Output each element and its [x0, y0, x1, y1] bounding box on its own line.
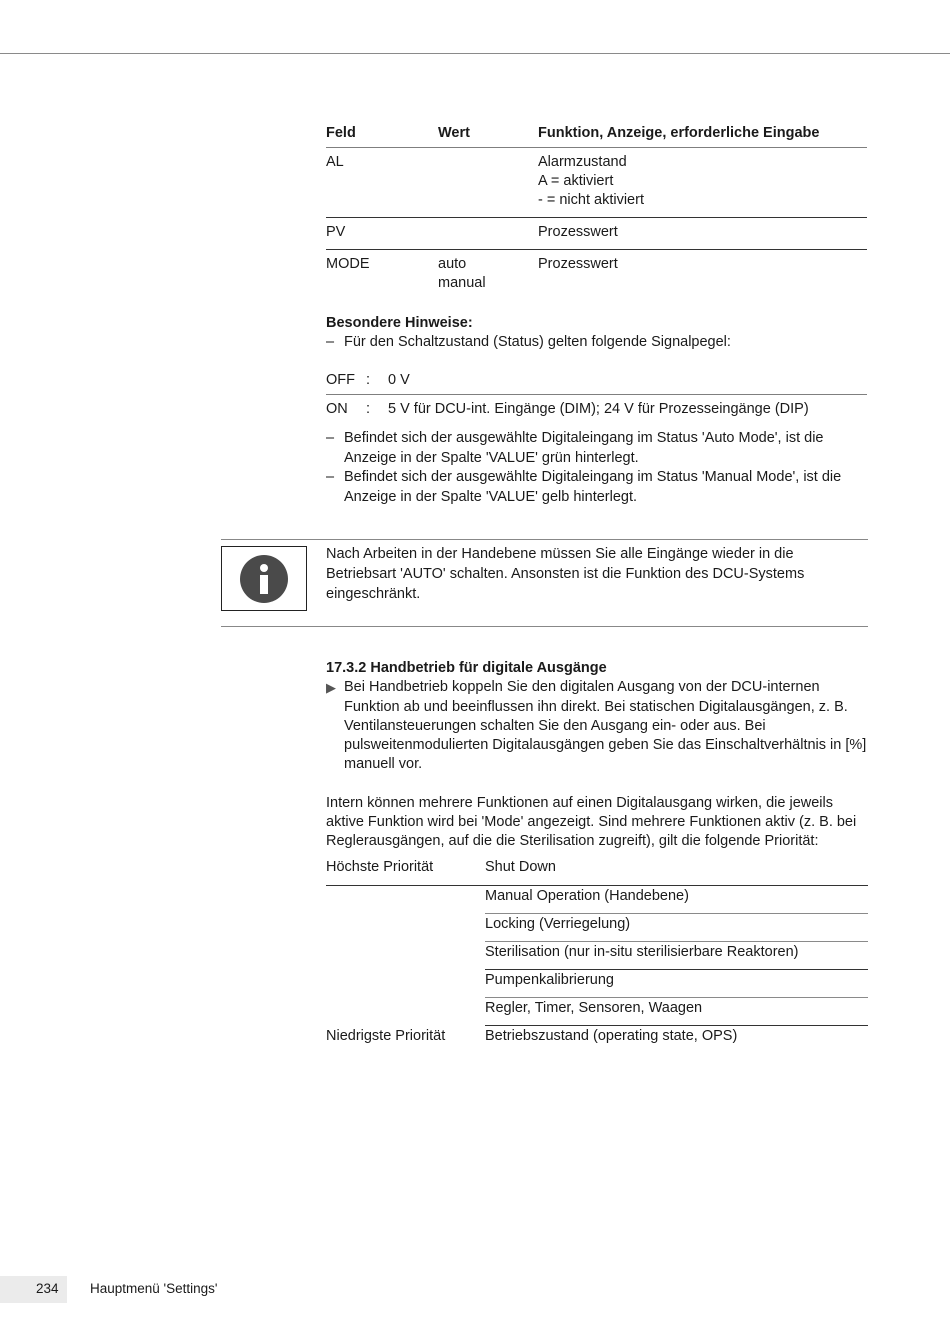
signal-sep: :: [366, 401, 371, 417]
dash-marker: –: [326, 469, 335, 485]
priority-label: [326, 942, 485, 970]
special-notes: [326, 314, 867, 352]
priority-value: Regler, Timer, Sensoren, Waagen: [485, 998, 868, 1026]
wert-line: manual: [438, 275, 486, 291]
list-item: [326, 429, 867, 468]
priority-value: Pumpenkalibrierung: [485, 970, 868, 998]
section-paragraph: Intern können mehrere Funktionen auf einen Digitalausgang wirken, die jeweils aktive Funktion wird bei 'Mode' angezeigt. Sind mehrere Funktionen aktiv (z. B. bei Reglerausgängen, auf die die Sterilisation zugreift), gilt die folgende Priorität:: [326, 794, 857, 850]
header-funktion: Funktion, Anzeige, erforderliche Eingabe: [538, 125, 820, 141]
priority-value: Manual Operation (Handebene): [485, 886, 868, 914]
footer-title: Hauptmenü 'Settings': [90, 1281, 218, 1296]
notes-bullets: [326, 429, 867, 507]
dash-marker: –: [326, 334, 335, 350]
priority-table: [326, 857, 868, 1054]
info-rule-top: [221, 539, 868, 540]
priority-value: Shut Down: [485, 859, 556, 875]
step-text: Bei Handbetrieb koppeln Sie den digitalen Ausgang von der DCU-internen Funktion ab und beeinflussen ihn direkt. Bei statischen Digitalausgängen, z. B. Ventilansteuerungen schalten Sie den Ausgang ein- oder aus. Bei pulsweitenmodulierten Digitalausgängen geben Sie das Einschaltverhältnis in [%] manuell vor.: [344, 679, 867, 773]
wert-cell: [438, 223, 538, 242]
header-rule: [0, 53, 950, 54]
list-item: [326, 678, 867, 774]
priority-label: Höchste Priorität: [326, 859, 434, 875]
priority-value: Locking (Verriegelung): [485, 914, 868, 942]
signal-value: 0 V: [388, 372, 410, 388]
table-row: [326, 886, 868, 914]
wert-line: auto: [438, 256, 467, 272]
funktion-line: A = aktiviert: [538, 173, 614, 189]
section-heading: 17.3.2 Handbetrieb für digitale Ausgänge: [326, 660, 607, 676]
funktion-cell: [538, 255, 867, 293]
dash-marker: –: [326, 430, 335, 446]
feld-cell: PV: [326, 224, 346, 240]
table-row: [326, 148, 867, 218]
table-row: [326, 395, 867, 419]
signal-state: ON: [326, 401, 348, 417]
priority-label: Niedrigste Priorität: [326, 1028, 446, 1044]
wert-cell: [438, 153, 538, 210]
info-text: Nach Arbeiten in der Handebene müssen Sie alle Eingänge wieder in die Betriebsart 'AUTO' schalten. Ansonsten ist die Funktion des DCU-Systems eingeschränkt.: [326, 546, 805, 602]
priority-value: Betriebszustand (operating state, OPS): [485, 1028, 738, 1044]
table-row: [326, 942, 868, 970]
signal-value: 5 V für DCU-int. Eingänge (DIM); 24 V für Prozesseingänge (DIP): [388, 401, 809, 417]
arrow-icon: ▶: [326, 680, 336, 696]
list-item: [326, 468, 867, 507]
table-row: [326, 218, 867, 250]
header-wert: Wert: [438, 125, 470, 141]
priority-label: [326, 914, 485, 942]
list-item: [326, 333, 867, 352]
table-row: [326, 250, 867, 300]
table-row: [326, 914, 868, 942]
funktion-cell: [538, 223, 867, 242]
page-number: 234: [36, 1281, 59, 1296]
priority-label: [326, 886, 485, 914]
signal-sep: :: [366, 372, 371, 388]
info-icon-box: [221, 546, 307, 611]
info-rule-bottom: [221, 626, 868, 627]
signal-table: [326, 371, 867, 419]
table-row: [326, 970, 868, 998]
wert-cell: [438, 255, 538, 293]
funktion-cell: [538, 153, 867, 210]
section-17-3-2: [326, 659, 867, 852]
bullet-text: Befindet sich der ausgewählte Digitaleingang im Status 'Auto Mode', ist die Anzeige in der Spalte 'VALUE' grün hinterlegt.: [344, 430, 824, 466]
priority-label: [326, 998, 485, 1026]
field-table-header: [326, 124, 867, 148]
info-icon: [240, 555, 288, 603]
funktion-line: Prozesswert: [538, 256, 618, 272]
feld-cell: AL: [326, 154, 344, 170]
priority-value: Sterilisation (nur in-situ sterilisierbare Reaktoren): [485, 942, 868, 970]
table-row: [326, 1026, 868, 1054]
field-table: [326, 124, 867, 300]
table-row: [326, 998, 868, 1026]
table-row: [326, 371, 867, 395]
feld-cell: MODE: [326, 256, 370, 272]
funktion-line: Alarmzustand: [538, 154, 627, 170]
bullet-text: Befindet sich der ausgewählte Digitaleingang im Status 'Manual Mode', ist die Anzeige in der Spalte 'VALUE' gelb hinterlegt.: [344, 469, 842, 505]
notes-heading: Besondere Hinweise:: [326, 315, 473, 331]
table-row: [326, 857, 868, 886]
signal-state: OFF: [326, 372, 355, 388]
funktion-line: Prozesswert: [538, 224, 618, 240]
funktion-line: - = nicht aktiviert: [538, 192, 644, 208]
notes-intro: Für den Schaltzustand (Status) gelten folgende Signalpegel:: [344, 334, 731, 350]
header-feld: Feld: [326, 125, 356, 141]
priority-label: [326, 970, 485, 998]
